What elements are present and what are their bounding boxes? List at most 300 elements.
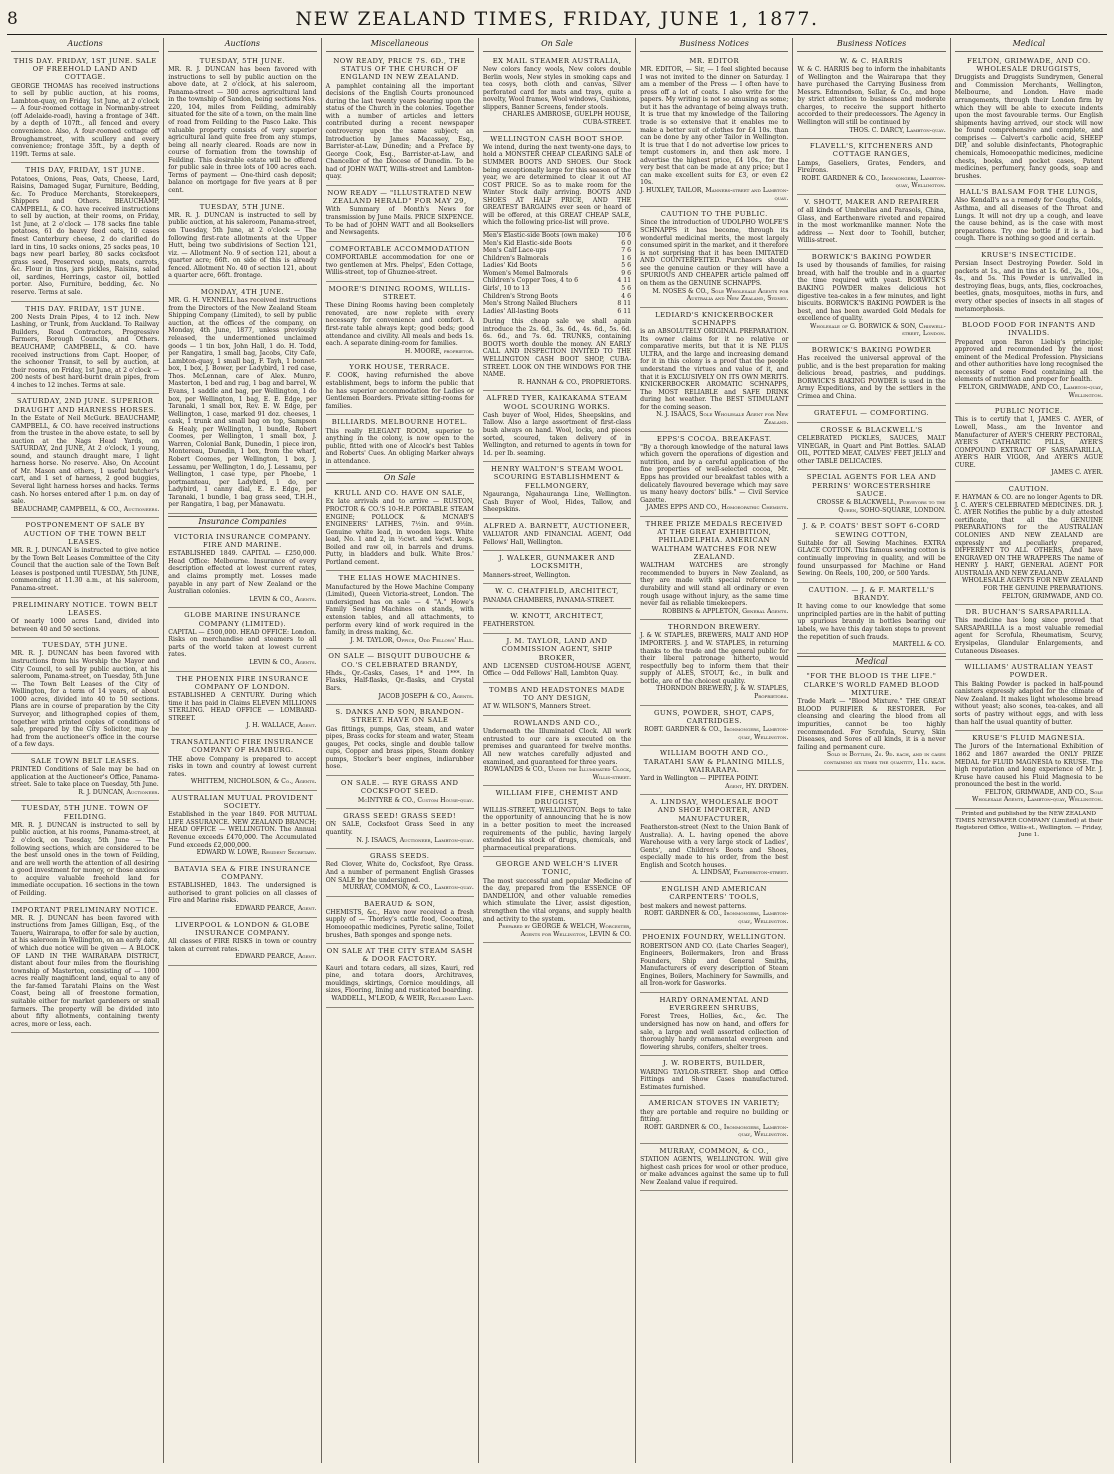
ad-title: TUESDAY, 5TH JUNE. [199, 56, 286, 65]
ad-body: FEATHERSTON. [482, 621, 535, 629]
column-6 [792, 38, 949, 1463]
advertisement [640, 517, 788, 620]
ad-title: MURRAY, COMMON, & CO., [659, 1146, 770, 1155]
ad-title: SPECIAL AGENTS FOR LEA AND PERRINS' WORCESTERSHIRE SAUCE. [806, 473, 937, 498]
ad-title: TRANSATLANTIC FIRE INSURANCE COMPANY OF HAMBURG. [170, 737, 314, 755]
advertisement [11, 54, 159, 163]
ad-body: It having come to our knowledge that some unprincipled parties are in the habit of putting up spurious brandy in bottles bearing our labels, we have this day taken steps to prevent the repetition of such frauds. [797, 603, 946, 641]
ad-signature: CHARLES AMBROSE, GUELPH HOUSE, CUBA-STREET. [502, 111, 632, 126]
ad-body: Underneath the Illuminated Clock. All work entrusted to our care is executed on the premises and guaranteed for twelve months. All new watches carefully adjusted and examined, and guaranteed for three years. [482, 728, 632, 766]
ad-body: is an ABSOLUTELY ORIGINAL PREPARATION. Its owner claims for it no relative or comparative merits, but that it is NE PLUS ULTRA, and the large and increasing demand for it in this colony is a proof that the people understand the virtues and value of it, and that it is EXCLUSIVELY ON ITS OWN MERITS. KNICKERBOCKER AROMATIC SCHNAPPS, The MOST RELIABLE and SAFE DRINK during hot weather. The BEST STIMULANT for the coming season. [640, 328, 789, 411]
ad-body: PANAMA CHAMBERS, PANAMA-STREET. [482, 596, 615, 604]
ad-signature: ROBT. GARDNER & CO., Ironmongers, Lambton-quay, Wellington. [801, 174, 946, 190]
ad-title: KRUSE'S INSECTICIDE. [981, 250, 1077, 259]
ad-signature: FELTON, GRIMWADE, AND CO., Lambton-quay, Wellington. [958, 384, 1103, 399]
price-value: 6 11 [617, 307, 632, 315]
column-heading: On Sale [483, 38, 631, 52]
ad-title: LEDIARD'S KNICKERBOCKER SCHNAPPS [655, 310, 774, 327]
ad-title: ENGLISH AND AMERICAN CARPENTERS' TOOLS, [661, 884, 767, 902]
ad-body: This is to certify that I, JAMES C. AYER, of Lowell, Mass., am the Inventor and Manufacturer of AYER'S CHERRY PECTORAL, AYER'S CATHARTIC PILLS, AYER'S COMPOUND EXTRACT OF SARSAPARILLA, AYER'S HAIR VIGOR, And AYER'S AGUE CURE. [954, 416, 1103, 469]
advertisement [640, 746, 788, 795]
ad-body: they are portable and require no building or fitting. [640, 1108, 789, 1124]
ad-title: THIS DAY, FRIDAY, 1ST JUNE. [25, 166, 145, 175]
ad-title: THIS DAY. FRIDAY, 1ST JUNE. [25, 304, 145, 313]
advertisement [168, 735, 316, 791]
table-row [483, 300, 631, 308]
ad-title: TUESDAY, 5TH JUNE. [42, 641, 128, 650]
advertisement [640, 795, 788, 882]
ad-title: ON SALE — BISQUIT DUBOUCHE & CO.'S CELEBRATED BRANDY, [328, 652, 472, 669]
advertisement [955, 54, 1103, 185]
table-row [483, 285, 631, 293]
advertisement [326, 242, 474, 282]
ad-body: New colors fancy wools, New colors double Berlin wools, New styles in smoking caps and tea cosys, both cloth and canvas, Silver perforated card for mats and trays, quite a novelty, Wool frames, Wool windows, Cushions, slippers, Banner Screens, fender stools. [482, 66, 632, 111]
advertisement [640, 54, 788, 207]
price-value: 4 11 [617, 277, 632, 285]
price-item: Men's Elastic-side Boots (own make) [482, 232, 599, 239]
advertisement [955, 731, 1103, 809]
ad-title: W. KNOTT, ARCHITECT, [510, 612, 604, 621]
ad-title: CAUTION. — J. & F. MARTELL'S BRANDY. [808, 585, 935, 602]
advertisement [326, 705, 474, 776]
ad-body: The Jurors of the International Exhibition of 1862 and 1867 awarded the ONLY PRIZE MEDAL for FLUID MAGNESIA to KRUSE. The high reputation and long experience of Mr. J. Kruse have caused his Fluid Magnesia to be pronounced the best in the world. [954, 743, 1103, 789]
ad-signature: J. H. WALLACE, Agent. [246, 722, 317, 730]
ad-title: BLOOD FOOD FOR INFANTS AND INVALIDS. [962, 321, 1096, 338]
ad-title: "FOR THE BLOOD IS THE LIFE." CLARKE'S WORLD FAMED BLOOD MIXTURE. [803, 672, 940, 697]
column-3 [321, 38, 478, 1463]
ad-signature: J. HUXLEY, TAILOR, Manners-street and Lambton-quay. [640, 187, 789, 202]
ad-title: J. WALKER, GUNMAKER AND LOCKSMITH, [498, 554, 616, 571]
ad-body: With Summary of Month's News for transmission by June Mails. PRICE SIXPENCE. To be had of JOHN WATT and all Booksellers and Newsagents. [325, 206, 474, 237]
ad-signature: ROBT. GARDNER & CO., Ironmongers, Lambton-quay, Wellington. [644, 910, 789, 925]
advertisement [797, 423, 945, 471]
ad-title: ALFRED A. BARNETT, AUCTIONEER, [483, 521, 631, 530]
ad-body: Potatoes, Onions, Peas, Oats, Cheese, Lard, Raisins, Damaged Sugar, Furniture, Bedding, &c. To Produce Merchants, Storekeepers, Shippers and Others. BEAUCHAMP, CAMPBELL, & CO. have received instructions to sell by auction, at their rooms, on Friday, 1st June, at 2 o'clock — 178 sacks fine table potatoes, 61 do heavy feed oats, 10 cases finest Canterbury cheese, 2 do clarified do lard in tins, 10 sacks onions, 25 sacks peas, 10 bags new pearl barley, 80 sacks cocksfoot grass seed, Preserved soup, meats, carrots, &c. Flour in tins, jars pickles, Raisins, salad oil, sardines, Herrings, castor oil, bottled porter. Also, Furniture, bedding, &c. No reserve. Terms at sale. [11, 175, 160, 296]
ad-body: Kauri and totara cedars, all sizes, Kauri, red pine, and totara doors, Architraves, mouldings, skirtings, Cornice mouldings, all sizes, Flooring, lining and rusticated boarding. [325, 964, 474, 995]
ad-title: PRELIMINARY NOTICE. TOWN BELT LEASES. [12, 600, 158, 617]
ad-signature: ROWLANDS & CO., Under the Illuminated Clock, Willis-street. [483, 766, 632, 781]
ad-body: Established in the year 1849. FOR MUTUAL LIFE ASSURANCE. NEW ZEALAND BRANCH; HEAD OFFICE — WELLINGTON. The Annual Revenue exceeds £470,000. The Accumulated Fund exceeds £2,000,000. [168, 811, 317, 849]
ad-body: THE above Company is prepared to accept risks in town and country at lowest current rates. [168, 755, 317, 778]
columns [7, 38, 1107, 1463]
ad-title: EX MAIL STEAMER AUSTRALIA, [492, 56, 622, 65]
advertisement [797, 343, 945, 406]
price-value: 4 6 [621, 292, 632, 300]
ad-signature: EDWARD W. LOWE, Resident Secretary. [196, 849, 317, 857]
ad-title: GLOBE MARINE INSURANCE COMPANY (LIMITED). [184, 611, 301, 628]
ad-signature: Wholesale of G. BORWICK & SON, Chiswell-street, London. [810, 322, 946, 338]
ad-body: PRINTED Conditions of Sale may be had on application at the Auctioneer's Office, Panama-street. Sale to take place on Tuesday, 5th June. [11, 766, 160, 789]
ad-title: IMPORTANT PRELIMINARY NOTICE. [12, 905, 159, 914]
ad-title: S. DANKS AND SON, BRANDON-STREET. HAVE ON SALE [335, 708, 465, 725]
advertisement [640, 1144, 788, 1192]
price-item: Children's Copper Toes, 4 to 6 [482, 277, 579, 285]
price-value: 6 0 [621, 239, 632, 247]
ad-signature: LEVIN & CO., Agents. [249, 595, 317, 603]
column-heading: Auctions [11, 38, 159, 52]
ad-body: Ex late arrivals and to arrive — RUSTON, PROCTOR & CO.'S 10-H.P. PORTABLE STEAM ENGINE; POLLOCK & MCNAB'S ENGINEERS' LATHES, 7½in. and 9½in. Genuine white lead, in wooden kegs. White lead, No. 1 and 2, in ½cwt. and ¼cwt. kegs. Boiled and raw oil, in barrels and drums. Putty, in bladders and bulk. White Bros.' Portland cement. [325, 498, 474, 566]
advertisement [797, 195, 945, 250]
ad-body: This Baking Powder is packed in half-pound canisters expressly adapted for the climate of New Zealand. It makes light wholesome bread without yeast; also scones, tea-cakes, and all sorts of pastry without eggs, and with less than half the usual quantity of butter. [954, 680, 1103, 726]
ad-body: MR. R. J. DUNCAN is instructed to sell by public auction, at his saleroom, Panama-street, on Tuesday, 5th June, at 2 o'clock — The following first-rate allotments at the Upper Hutt, being two subdivisions of Section 121, viz. — Allotment No. 9 of section 121, about a quarter acre; 66ft. on side of this is already fenced. Allotment No. 40 of section 121, about a quarter acre, 66ft. frontage. [168, 211, 317, 280]
advertisement [11, 518, 159, 597]
ad-title: KRULL AND CO. HAVE ON SALE, [334, 489, 466, 498]
ad-body: Forest Trees, Hollies, &c., &c. The undersigned has now on hand, and offers for sale, a large and well assorted collection of thoroughly hardy ornamental evergreen and flowering shrubs, conifers, shelter trees. [640, 1013, 789, 1051]
advertisement [797, 669, 945, 771]
ad-signature: WHOLESALE AGENTS FOR NEW ZEALAND FOR THE GENUINE PREPARATIONS. FELTON, GRIMWADE, AND CO. [962, 577, 1103, 600]
advertisement [955, 404, 1103, 482]
ad-title: HARDY ORNAMENTAL AND EVERGREEN SHRUBS, [659, 995, 770, 1013]
ad-body: ROBERTSON AND CO. (Late Charles Seager), Engineers, Boilermakers, Iron and Brass Founders, Ship and General Smiths, Manufacturers of every description of Steam Engines, Boilers, Machinery for Sawmills, and all Iron-work for Gasworks. [640, 942, 789, 988]
ad-signature: ROBT. GARDNER & CO., Ironmongers, Lambton-quay, Wellington. [644, 1123, 789, 1139]
ad-signature: J. M. TAYLOR, Office, Odd Fellows' Hall. [350, 636, 474, 644]
price-item: Men's Strong Nailed Bluchers [482, 300, 578, 308]
ad-title: DR. BUCHAN'S SARSAPARILLA. [965, 608, 1092, 617]
advertisement [640, 308, 788, 432]
ad-title: A. LINDSAY, WHOLESALE BOOT AND SHOE IMPORTER, AND MANUFACTURER, [650, 798, 779, 823]
ad-title: BATAVIA SEA & FIRE INSURANCE COMPANY. [174, 864, 311, 881]
advertisement [797, 54, 945, 139]
advertisement [11, 903, 159, 1034]
advertisement [326, 486, 474, 571]
ad-body: Has received the universal approval of the public, and is the best preparation for making delicious bread, pastries, and puddings. BORWICK'S BAKING POWDER is used in the Army Expeditions, and by the settlers in the Crimea and China. [797, 355, 946, 400]
ad-title: AUSTRALIAN MUTUAL PROVIDENT SOCIETY. [171, 793, 314, 811]
ad-title: HALL'S BALSAM FOR THE LUNGS, [959, 188, 1099, 197]
ad-signature: Sold in Bottles, 2s. 9d. each, and in cases containing six times the quantity, 11s. each. [823, 751, 946, 766]
advertisement [11, 394, 159, 518]
ad-title: YORK HOUSE, TERRACE. [349, 363, 450, 372]
ad-body: Manners-street, Wellington. [482, 571, 571, 579]
advertisement [168, 672, 316, 735]
ad-body: STATION AGENTS, WELLINGTON. Will give highest cash prices for wool or other produce, or make advances against the same up to full New Zealand value if required. [640, 1156, 789, 1186]
ad-title: SATURDAY, 2ND JUNE. SUPERIOR DRAUGHT AND HARNESS HORSES. [14, 397, 157, 414]
ad-body: Red Clover, White do, Cocksfoot, Rye Grass. And a number of permanent English Grasses ON SALE by the undersigned. [325, 861, 474, 884]
ad-body: MR. R. J. DUNCAN has been favored with instructions to sell by public auction on the above date, at 2 o'clock, at his saleroom, Panama-street — 300 acres agricultural land in the township of Sandon, being sections Nos. 220, 104, miles from Feilding, admirably situated for the site of a town, on the main line of road from Feilding to the Pasco Lake. This valuable property consists of very superior agricultural land quite free from any stumps, being all nearly cleared. Roads are now in course of formation from the township of Feilding. This desirable estate will be offered for public sale in three lots of 100 acres each. Terms of payment — One-third cash deposit; balance on mortgage for five years at 8 per cent. [168, 66, 317, 195]
ad-body: Of nearly 1000 acres Land, divided into between 40 and 50 sections. [11, 618, 160, 633]
advertisement [483, 132, 631, 232]
section-heading: Medical [797, 656, 945, 668]
ad-title: NOW READY, PRICE 7S. 6D., THE STATUS OF THE CHURCH OF ENGLAND IN NEW ZEALAND. [333, 56, 467, 82]
table-row [483, 270, 631, 278]
ad-title: CAUTION TO THE PUBLIC. [660, 210, 768, 219]
ad-title: ROWLANDS AND CO., [513, 719, 601, 728]
ad-title: J. W. ROBERTS, BUILDER, [662, 1059, 766, 1068]
ad-body: Ngauranga, Ngahauranga Line, Wellington. Cash Buyer of Wool, Hides, Tallow, and Sheepskins. [482, 491, 632, 514]
price-item: Ladies' Kid Boots [482, 262, 538, 270]
column-heading: Auctions [168, 38, 316, 52]
price-item: Girls', 10 to 13 [482, 284, 530, 292]
ad-title: GRASS SEED! GRASS SEED! [343, 812, 457, 821]
ad-signature: JAMES C. AYER. [1051, 469, 1103, 477]
ad-title: HENRY WALTON'S STEAM WOOL SCOURING ESTABLISHMENT & FELLMONGERY, [490, 465, 623, 490]
ad-body: All classes of FIRE RISKS in town or country taken at current rates. [168, 938, 317, 953]
table-row [483, 240, 631, 248]
ad-signature: EDWARD PEARCE, Agent. [235, 953, 317, 961]
advertisement [955, 605, 1103, 660]
ad-body: AND LICENSED CUSTOM-HOUSE AGENT, Office — Odd Fellows' Hall, Lambton Quay. [482, 662, 632, 678]
ad-title: PHOENIX FOUNDRY, WELLINGTON. [642, 933, 787, 942]
ad-body: Since the introduction of UDOLPHO WOLFE'S SCHNAPPS it has become, through its wonderful medicinal merits, the most largely consumed spirit in the market, and it therefore is not surprising that it has been IMITATED AND COUNTERFEITED. Purchasers should see the genuine caution or they will have a SPURIOUS AND CHEAPER article palmed off on them as the GENUINE SCHNAPPS. [640, 219, 789, 287]
advertisement [483, 519, 631, 551]
ad-body: Also Kendall's as a remedy for Coughs, Colds, Asthma, and all diseases of the Throat and Lungs. It will not dry up a cough, and leave the cause behind, as is the case with most preparations. Try one bottle if it is a bad cough. There is nothing so good and certain. [954, 197, 1103, 243]
advertisement [483, 551, 631, 584]
ad-body: Cash buyer of Wool, Hides, Sheepskins, and Tallow. Also a large assortment of first-class bush always on hand. Wool, locks, and pieces sorted, scoured, taken delivery of in Wellington, and returned to agents in town for 1d. per lb. seaming. [482, 411, 632, 457]
advertisement [640, 882, 788, 930]
ad-body: Suitable for all Sewing Machines. EXTRA GLACE COTTON. This famous sewing cotton is continually improving in quality, and will be found unsurpassed for Machine or Hand Sewing. On Reels, 100, 200, or 500 Yards. [797, 539, 946, 578]
advertisement [955, 248, 1103, 318]
ad-title: GRASS SEEDS. [369, 852, 430, 861]
ad-title: THREE PRIZE MEDALS RECEIVED AT THE GREAT EXHIBITION, PHILADELPHIA. AMERICAN WALTHAM WATCHES FOR NEW ZEALAND. [645, 519, 783, 561]
ad-body: Druggists and Druggists Sundrymen, General and Commission Merchants, Wellington, Melbourne, and London. Have made arrangements, through their London firm by which they will be able to execute indents upon the most favourable terms. Our English shipments having arrived, our stock will now be found comprehensive and complete, and comprises — Calvert's carbolic acid, SHEEP DIP, and soluble disinfectants, Photographic chemicals, Homoeopathic medicines, medicine chests, books, and pocket cases, Patent medicines, perfumery, fancy goods, soap and brushes. [954, 74, 1103, 180]
ad-title: TUESDAY, 5TH JUNE. [199, 202, 286, 211]
advertisement [640, 432, 788, 517]
ad-body: These Dining Rooms having been completely renovated, are now replete with every necessary for convenience and comfort. A first-rate table always kept; good beds; good attendance and civility. All meals and beds 1s. each. A separate dining-room for families. [325, 302, 474, 348]
price-item: Children's Strong Boots [482, 292, 558, 300]
ad-title: THORNDON BREWERY. [668, 623, 761, 632]
ad-title: J. M. TAYLOR, LAND AND COMMISSION AGENT, SHIP BROKER, [501, 636, 613, 662]
ad-body: Manufactured by the Howe Machine Company (Limited), Queen Victoria-street, London. The undersigned has on sale — 4 "A." Howe's Family Sewing Machines on stands, with extension tables, and all attachments, to perform every kind of work required in the family, in dress making, &c. [325, 583, 474, 637]
ad-title: GEORGE AND WELCH'S LIVER TONIC, [495, 860, 619, 877]
ad-signature: ROBBINS & APPLETON, General Agents. [662, 607, 789, 615]
ad-body: CHEMISTS, &c., Have now received a fresh supply of — Thorley's cattle food, Cocoatina, Homoeopathic medicines, Pyretic saline, Toilet brushes, Bath sponges and sponge nets. [325, 908, 474, 939]
ad-signature: Agent, HY. DRYDEN. [725, 782, 789, 790]
ad-body: MR. G. H. VENNELL has received instructions from the Directors of the New Zealand Steam Shipping Company (Limited), to sell by public auction, at the offices of the company, on Monday, 4th June, 1877, unless previously released, the undermentioned unclaimed goods — 1 tin box, John Hall, 1 do. H. Todd, per Rangatira, 1 small bag, Jacobs, City Cafe, Lambton-quay, 1 small bag, F. Tayh, 1 bonnet-box, 1 box, J. Bower, per Ladybird, 1 red case, Thos. McLennan, care of Alex. Munro, Masterton, 1 bed and rug, 1 bag and barrel, W. Evans, 1 saddle and bag, per Wellington, 1 do box, per Wellington, 1 bag, E. E. Edge, per Taranaki, 1 small box, Rev. E. W. Edge, per Wellington, 1 case, marked 91 doz. cheeses, 1 cask, 1 trunk and small bag on top, Sampson & Healy, per Wellington, 1 bundle, Robert Coomes, per Wellington, 1 small box, J. Warren, Colonial Bank, Dunedin, 1 piece iron, Montereau, Dunedin, 1 box, from the wharf, Robert Coomes, per Wellington, 1 box, J. Lessamu, per Wellington, 1 do, J. Lessamu, per Wellington, 1 case type, per Phoebe, 1 portmanteau, per Ladybird, 1 do, per Ladybird, 1 canny dial, E. E. Edge, per Taranaki, 1 bundle, 1 bag grass seed, T.H.H., per Rangatira, 1 bag, per Manawatu. [168, 297, 317, 509]
ad-signature: MARTELL & CO. [892, 641, 946, 649]
ad-title: FELTON, GRIMWADE, AND CO. WHOLESALE DRUGGISTS, [967, 56, 1091, 74]
price-list-table [483, 232, 631, 315]
price-item: Men's Kid Elastic-side Boots [482, 239, 572, 247]
ad-body: "By a thorough knowledge of the natural laws which govern the operations of digestion and nutrition, and by a careful application of the fine properties of well-selected cocoa, Mr. Epps has provided our breakfast tables with a delicately flavoured beverage which may save us many heavy doctors' bills." — Civil Service Gazette. [640, 443, 789, 504]
price-value: 10 6 [617, 232, 632, 239]
ad-title: PUBLIC NOTICE. [994, 407, 1063, 416]
advertisement [326, 776, 474, 809]
ad-title: WILLIAMS' AUSTRALIAN YEAST POWDER. [964, 663, 1094, 680]
ad-title: COMFORTABLE ACCOMMODATION [329, 244, 470, 253]
section-heading: Insurance Companies [168, 516, 316, 528]
ad-body: of all kinds of Umbrellas and Parasols, China, Glass, and Earthenware riveted and repaired in the most workmanlike manner. Note the address — Next door to Toohill, butcher, Willis-street. [797, 207, 946, 245]
advertisement [168, 608, 316, 671]
ad-body: best makers and newest patterns. [640, 902, 747, 910]
ad-title: BILLIARDS. MELBOURNE HOTEL. [331, 418, 468, 427]
price-value: 9 6 [621, 269, 632, 277]
table-row [483, 247, 631, 255]
advertisement [483, 315, 631, 391]
ad-title: J. & P. COATS' BEST SOFT 6-CORD SEWING COTTON, [802, 522, 941, 539]
ad-body: During this cheap sale we shall again introduce the 2s. 6d., 3s. 6d., 4s. 6d., 5s. 6d. 6s. 6d., and 7s. 6d. TRUNKS, containing BOOTS worth double the money. AN EARLY CALL AND INSPECTION INVITED TO THE WELLINGTON CASH BOOT SHOP, CUBA-STREET. LOOK ON THE WINDOWS FOR THE NAME. [482, 318, 632, 379]
advertisement [326, 649, 474, 705]
ad-title: CAUTION. [1008, 484, 1049, 493]
ad-signature: EDWARD PEARCE, Agent. [235, 904, 317, 912]
ad-signature: CROSSE & BLACKWELL, Purveyors to the Queen, SOHO-SQUARE, LONDON. [816, 499, 946, 514]
ad-body: F. COOK, having refurnished the above establishment, begs to inform the public that he has superior accommodation for Ladies or Gentlemen Boarders. Private sitting-rooms for families. [325, 372, 474, 410]
advertisement [11, 801, 159, 902]
ad-title: THIS DAY. FRIDAY, 1ST JUNE. SALE OF FREEHOLD LAND AND COTTAGE. [13, 56, 157, 82]
advertisement [326, 54, 474, 186]
ad-body: The most successful and popular Medicine of the day, prepared from the ESSENCE OF DANDELION, and other valuable remedies which stimulate the Liver, assist digestion, strengthen the vital organs, and supply health and activity to the system. [482, 877, 632, 923]
ad-body: COMFORTABLE accommodation for one or two gentlemen at Mrs. Phelps', Eden Cottage, Willis-street, top of Ghuznee-street. [325, 254, 474, 277]
ad-body: MR. EDITOR, — Sir, — I feel slighted because I was not invited to the dinner on Saturday. I am a member of the Press — I often have to press off a lot of coats. I also write for the papers. My writing is not so amusing as some; but it has the advantage of being always truth. It is true that my knowledge of the Tailoring trade is so extensive that it enables me to make a better suit of clothes for £4 10s. than can be done by any other Tailor in Wellington. It is true that I do not advertise low prices to tempt customers in, and then ask more. I advertise the highest price, £4 10s., for the very best that can be made at any price; but I can make excellent suits for £3, or even £2 10s. [640, 66, 789, 187]
price-value: 5 6 [621, 284, 632, 292]
price-value: 5 6 [621, 262, 632, 270]
ad-title: SALE TOWN BELT LEASES. [30, 756, 140, 765]
column-heading: Business Notices [640, 38, 788, 52]
ad-body: Persian Insect Destroying Powder. Sold in packets at 1s., and in tins at 1s. 6d., 2s., 10s., 4s., and 5s. This Powder is unrivalled in destroying fleas, bugs, ants, flies, cockroaches, beetles, gnats, mosquitoes, moths in furs, and every other species of insects in all stages of metamorphosis. [954, 260, 1103, 313]
ad-title: BORWICK'S BAKING POWDER [811, 253, 932, 261]
advertisement [483, 786, 631, 857]
ad-title: WILLIAM FIFE, CHEMIST AND DRUGGIST, [495, 789, 619, 806]
advertisement [326, 415, 474, 470]
ad-signature: BEAUCHAMP, CAMPBELL, & CO., Auctioneers. [13, 505, 160, 513]
advertisement [326, 809, 474, 849]
section-heading: On Sale [326, 472, 474, 484]
ad-title: ON SALE. — RYE GRASS AND COCKSFOOT SEED. [340, 779, 459, 796]
ad-signature: THOS. C. DARCY, Lambton-quay. [849, 126, 946, 134]
advertisement [483, 462, 631, 519]
advertisement [955, 318, 1103, 404]
price-value: 8 11 [617, 300, 632, 308]
ad-body: ESTABLISHED 1849. CAPITAL — £250,000. Head Office: Melbourne. Insurance of every description effected at lowest current rates, and claims promptly met. Losses made payable in any part of New Zealand or the Australian colonies. [168, 550, 317, 596]
ad-title: BAERAUD & SON, [364, 899, 436, 908]
price-value: 1 6 [621, 254, 632, 262]
column-7 [950, 38, 1107, 1463]
table-row [483, 308, 631, 316]
advertisement [640, 1096, 788, 1144]
ad-title: TOMBS AND HEADSTONES MADE TO ANY DESIGN, [489, 685, 625, 703]
page-number: 8 [7, 9, 18, 29]
ad-body: GEORGE THOMAS has received instructions to sell by public auction, at his rooms, Lambton-quay, on Friday, 1st June, at 2 o'clock — A four-roomed cottage in Normanby-street (off Adelaide-road), having a frontage of 34ft. by a depth of 107ft., all fenced and every convenience. Also, A four-roomed cottage off Broughamstreet, with scullery and every convenience; frontage 35ft., by a depth of 119ft. Terms at sale. [11, 82, 160, 158]
advertisement [11, 754, 159, 802]
ad-signature: WADDELL, M'LEOD, & WEIR, Reclaimed Land. [331, 994, 474, 1002]
ad-signature: WHITTEM, NICHOLSON, & Co., Agents. [190, 778, 317, 786]
column-heading: Miscellaneous [326, 38, 474, 52]
ad-body: Featherston-street (Next to the Union Bank of Australia). A. L. having opened the above Warehouse with a very large stock of Ladies', Gents', and Children's Boots and Shoes, especially made to his order, from the best English and Scotch houses. [640, 824, 789, 869]
ad-body: Yard in Wellington — PIPITEA POINT. [640, 775, 759, 783]
advertisement [640, 930, 788, 993]
ad-title: POSTPONEMENT OF SALE BY AUCTION OF THE TOWN BELT LEASES. [23, 521, 147, 546]
ad-body: MR. R. J. DUNCAN is instructed to give notice by the Town Belt Leases Committee of the City Council that the auction sale of the Town Belt Leases is postponed until TUESDAY, 5th JUNE, commencing at 11.30 a.m., at his saleroom, Panama-street. [11, 547, 160, 592]
ad-title: MR. EDITOR [689, 56, 740, 65]
ad-body: A pamphlet containing all the important decisions of the English Courts pronounced during the last twenty years bearing upon the status of the Church in the colonies. Together with a number of articles and letters contributed during a recent newspaper controversy upon the same subject; an Introduction by James Macassey, Esq., Barrister-at-Law, Dunedin; and a Preface by George Cook, Esq., Barrister-at-Law, and Chancellor of the Diocese of Dunedin. To be had of JOHN WATT, Willis-street and Lambton-quay. [325, 82, 474, 181]
ad-signature: THORNDON BREWERY, J. & W. STAPLES, Proprietors. [656, 685, 789, 700]
ad-signature: H. MOORE, proprietor. [404, 347, 474, 355]
ad-title: WILLIAM BOOTH AND CO., TARATAHI SAW & PLANING MILLS, WAIRARAPA. [643, 749, 785, 774]
ad-body: ESTABLISHED, 1843. The undersigned is authorised to grant policies on all classes of Fire and Marine risks. [168, 882, 317, 905]
table-row [483, 293, 631, 301]
ad-signature: A. LINDSAY, Featherston-street. [692, 869, 789, 877]
table-row [483, 262, 631, 270]
advertisement [11, 598, 159, 639]
ad-body: AT W. WILSON'S, Manners Street. [482, 703, 591, 711]
advertisement [483, 391, 631, 462]
advertisement [326, 360, 474, 415]
ad-title: W. C. CHATFIELD, ARCHITECT, [495, 587, 619, 596]
ad-signature: Prepared by GEORGE & WELCH, Worcester, Agents for Wellington, LEVIN & CO. [498, 923, 632, 938]
ad-title: TUESDAY, 5TH JUNE. TOWN OF FEILDING. [21, 804, 149, 821]
column-2 [163, 38, 320, 1463]
ad-title: MONDAY, 4TH JUNE. [200, 287, 285, 296]
ad-title: THE PHOENIX FIRE INSURANCE COMPANY OF LONDON. [176, 674, 309, 691]
advertisement [168, 285, 316, 514]
ad-signature: FELTON, GRIMWADE, AND CO., Sole Wholesale Agents, Lambton-quay, Wellington. [971, 788, 1103, 804]
advertisement [640, 207, 788, 307]
advertisement [168, 791, 316, 862]
ad-body: MR. R. J. DUNCAN has been favored with instructions from his Worship the Mayor and City Council, to sell by public auction, at his saleroom, Panama-street, on Tuesday, 5th June — The Town Belt Leases of the City of Wellington, for a term of 14 years, of about 1000 acres, divided into 40 to 50 sections. Plans are in course of preparation by the City Surveyor, and lithographed copies of them, together with printed copies of conditions of sale, prepared by the City Solicitor, may be had from the auctioneer's office in the course of a few days. [11, 650, 160, 749]
ad-body: In the Estate of Neil McGurk. BEAUCHAMP, CAMPBELL, & CO. have received instructions from the trustee in the above estate, to sell by auction at the Nags Head Yards, on SATURDAY, 2nd JUNE, At 2 o'clock, 1 young, sound, and staunch draught mare, 1 light harness horse. No reserve. Also, On Account of Mr. Mason and others, 1 useful butcher's cart, and 1 set of harness, 2 good buggies, Several light harness horses and hacks. Terms cash. No horses entered after 1 p.m. on day of sale. [11, 414, 160, 506]
advertisement [483, 716, 631, 786]
ad-body: MR. R. J. DUNCAN has been favored with instructions from James Gilligan, Esq., of the Taueru, Wairarapa, to offer for sale by auction, at his saleroom in Wellington, on an early date, of which due notice will be given — A BLOCK OF LAND IN THE WAIRARAPA DISTRICT, distant about four miles from the flourishing township of Masterton, consisting of — 1000 acres really magnificent land, equal to any of the far-famed Taratahi Plains on the West Coast, being all of freestone formation, suitable either for market gardeners or small farmers. The property will be divided into about fifty allotments, containing twenty acres, more or less, each. [11, 914, 160, 1028]
advertisement [797, 519, 945, 582]
ad-body: Is used by thousands of families, for raising bread, with half the trouble and in a quarter the time required with yeast. BORWICK'S BAKING POWDER makes delicious hot digestive tea-cakes in a few minutes, and light biscuits. BORWICK'S BAKING POWDER is the best, and has been awarded Gold Medals for excellence of quality. [797, 262, 946, 323]
advertisement [640, 1056, 788, 1096]
ad-title: THE ELIAS HOWE MACHINES. [338, 574, 461, 583]
ad-title: CROSSE & BLACKWELL'S [820, 425, 923, 434]
advertisement [168, 862, 316, 918]
ad-body: MR. R. J. DUNCAN is instructed to sell by public auction, at his rooms, Panama-street, at 2 o'clock, on Tuesday, 5th June — The following sections, which are considered to be the best unsold ones in the town of Feilding, and are well worth the attention of all desiring a good investment for money, or those anxious to acquire valuable freehold land for immediate occupation. 16 sections in the town of Feilding. [11, 821, 160, 897]
ad-body: VALUATOR AND FINANCIAL AGENT, Odd Fellows' Hall, Wellington. [482, 531, 632, 546]
ad-body: Hhds., Qr.-Casks, Cases, 1* and 1***. In Flasks, Half-flasks, Qr.-flasks, and Crystal Bars. [325, 669, 474, 692]
ad-title: GRATEFUL — COMFORTING. [813, 408, 930, 417]
advertisement [483, 634, 631, 683]
ad-signature: MURRAY, COMMON, & CO., Lambton-quay. [342, 884, 474, 892]
ad-body: This medicine has long since proved that SARSAPARILLA is a most valuable remedial agent for Scrofula, Rheumatism, Scurvy, Erysipelas, Glandular Enlargements, and Cutaneous Diseases. [954, 617, 1103, 655]
ad-signature: R. HANNAH & CO., PROPRIETORS. [517, 378, 632, 386]
advertisement [326, 571, 474, 649]
advertisement [326, 849, 474, 897]
ad-title: VICTORIA INSURANCE COMPANY. FIRE AND MARINE. [173, 532, 311, 549]
advertisement [483, 584, 631, 609]
ad-signature: JAMES EPPS AND CO., Homoeopathic Chemists. [646, 504, 789, 512]
ad-signature: N. J. ISAACS, Auctioneer, Lambton-quay. [356, 836, 474, 844]
advertisement [797, 470, 945, 519]
ad-body: This really ELEGANT ROOM, superior to anything in the colony, is now open to the public, fitted with one of Alcock's best Tables and Roberts' Cues. An obliging Marker always in attendance. [325, 427, 474, 465]
ad-body: Lamps, Gaseliers, Grates, Fenders, and Fireirons. [797, 159, 946, 175]
ad-signature: N. J. ISAACS, Sole Wholesale Agent for New Zealand. [656, 411, 789, 426]
price-item: Children's Balmorals [482, 254, 549, 262]
ad-body: WARING TAYLOR-STREET. Shop and Office Fittings and Show Cases manufactured. Estimates furnished. [640, 1068, 789, 1091]
ad-body: J. & W. STAPLES, BREWERS, MALT AND HOP IMPORTERS. J. and W. STAPLES, in returning thanks to the trade and the general public for their liberal patronage hitherto, would respectfully beg to inform them that their supply of ALES, STOUT, &c., in bulk and bottle, are of the choicest quality. [640, 632, 789, 685]
ad-title: ON SALE AT THE CITY STEAM SASH & DOOR FACTORY. [326, 947, 473, 964]
ad-title: WELLINGTON CASH BOOT SHOP. [490, 134, 624, 143]
advertisement [797, 250, 945, 343]
advertisement [955, 482, 1103, 605]
advertisement [11, 163, 159, 301]
advertisement [168, 200, 316, 285]
ad-signature: M. NOSES & CO., Sole Wholesale Agents for Australia and New Zealand, Sydney. [652, 287, 789, 303]
advertisement [483, 683, 631, 716]
ad-title: GUNS, POWDER, SHOT, CAPS, CARTRIDGES. [653, 708, 775, 725]
page-title: NEW ZEALAND TIMES, FRIDAY, JUNE 1, 1877. [295, 8, 819, 30]
ad-body: Gas fittings, pumps, Gas, steam, and water pipes, Brass cocks for steam and water, Steam gauges, Pet cocks, single and double tallow cups, Copper and brass pipes, Steam donkey pumps, Stocker's beer engines, indiarubber hose. [325, 725, 474, 771]
ad-body: 200 Nests Drain Pipes, 4 to 12 inch. New Lashing, or Trunk, from Auckland. To Railway Builders, Road Contractors, Progressive Farmers, Borough Councils, and Others. BEAUCHAMP, CAMPBELL, & CO. have received instructions from Capt. Hooper, of the schooner Transit, to sell by auction, at their rooms, on Friday, 1st June, at 2 o'clock — 200 nests of best hard-burnt drain pipes, from 4 inches to 12 inches. Terms at sale. [11, 313, 160, 389]
ad-body: ESTABLISHED A CENTURY. During which time it has paid in Claims ELEVEN MILLIONS STERLING. HEAD OFFICE — LOMBARD-STREET. [168, 692, 317, 722]
ad-body: ON SALE, Cocksfoot Grass Seed in any quantity. [325, 821, 474, 836]
price-value: 7 6 [621, 247, 632, 255]
advertisement [11, 302, 159, 395]
advertisement [955, 660, 1103, 731]
advertisement [640, 620, 788, 705]
advertisement [483, 609, 631, 634]
column-1 [7, 38, 163, 1463]
advertisement [168, 530, 316, 609]
ad-signature: ROBT. GARDNER & CO., Ironmongers, Lambton-quay, Wellington. [644, 726, 789, 741]
column-heading: Business Notices [797, 38, 945, 52]
advertisement [168, 54, 316, 200]
ad-title: EPPS'S COCOA. BREAKFAST. [656, 434, 772, 443]
ad-signature: JACOB JOSEPH & CO., Agents. [378, 692, 474, 700]
ad-title: KRUSE'S FLUID MAGNESIA. [972, 734, 1086, 743]
advertisement [640, 993, 788, 1056]
ad-body: WILLIS-STREET, WELLINGTON. Begs to take the opportunity of announcing that he is now in a better position to meet the increased requirements of the public, having largely extended his stock of drugs, chemicals, and pharmaceutical preparations. [482, 806, 632, 852]
